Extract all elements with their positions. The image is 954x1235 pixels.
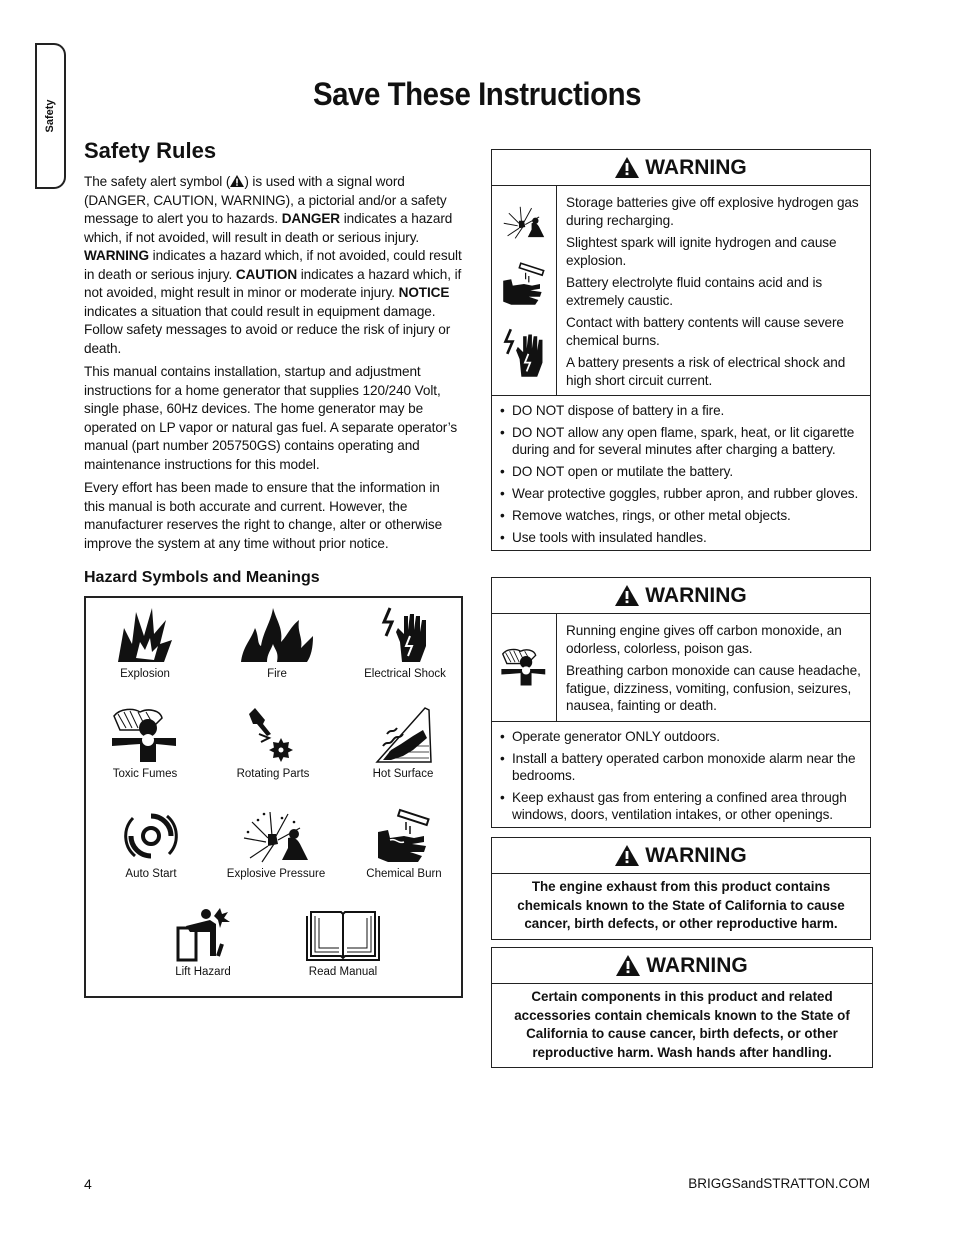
- warning-heading-text: WARNING: [645, 583, 747, 607]
- safety-alert-icon: [616, 955, 640, 976]
- warning-heading-text: WARNING: [645, 843, 747, 867]
- hazard-lift-hazard: [138, 906, 268, 978]
- accuracy-paragraph: Every effort has been made to ensure that the information in this manual is both accurate and current. However, the manufacturer reserves the right to change, alter or otherwise improve the system at any time without prior notice.: [84, 480, 443, 551]
- hazard-electrical-shock: [340, 606, 470, 680]
- list-item: • Operate generator ONLY outdoors.: [500, 728, 864, 745]
- safety-alert-icon: [615, 845, 639, 866]
- intro-text: ) is used with a signal word (DANGER, CAUTION, WARNING), a pictorial and/or a safety message to alert you to hazards.: [84, 174, 447, 226]
- list-item: • DO NOT allow any open flame, spark, heat, or lit cigarette during and for several minutes after charging a battery.: [500, 424, 864, 458]
- warning-heading-text: WARNING: [646, 953, 748, 977]
- warning-statement: Breathing carbon monoxide can cause headache, fatigue, dizziness, vomiting, confusion, seizures, nausea, fainting or death.: [566, 663, 861, 713]
- intro-text: indicates a hazard which, if not avoided, could result in death or serious injury.: [84, 248, 462, 282]
- intro-text: indicates a hazard which, if not avoided, might result in minor or moderate injury.: [84, 266, 462, 300]
- warning-text: Certain components in this product and related accessories contain chemicals known to the State of California to cause cancer, birth defects, or other reproductive harm. Wash hands after handling.: [514, 989, 850, 1060]
- warning-statement: Running engine gives off carbon monoxide, an odorless, colorless, poison gas.: [566, 623, 842, 656]
- explosion-icon: [114, 606, 176, 664]
- lift-hazard-icon: [174, 906, 232, 962]
- warning-heading: [492, 150, 870, 186]
- hazard-toxic-fumes: [80, 706, 210, 780]
- electrical-shock-icon: [380, 606, 430, 664]
- list-item: • Use tools with insulated handles.: [500, 529, 864, 546]
- warning-box-battery: [491, 149, 871, 551]
- warning-statement: Slightest spark will ignite hydrogen and cause explosion.: [566, 235, 837, 268]
- warning-text: The engine exhaust from this product contains chemicals known to the State of California to cause cancer, birth defects, or other reproductive harm.: [517, 879, 845, 931]
- warning-box-component-chemicals: [491, 947, 873, 1068]
- left-column: [84, 138, 464, 998]
- list-item: • DO NOT dispose of battery in a fire.: [500, 402, 864, 419]
- hazard-label: Fire: [267, 668, 287, 680]
- warning-heading: [492, 838, 870, 874]
- chemical-burn-icon: [500, 261, 548, 307]
- intro-text: The safety alert symbol (: [84, 174, 231, 189]
- electrical-shock-icon: [502, 326, 546, 380]
- list-item: • DO NOT open or mutilate the battery.: [500, 463, 864, 480]
- website-footer: BRIGGSandSTRATTON.COM: [688, 1176, 870, 1191]
- hazard-auto-start: [86, 808, 216, 880]
- signal-word-caution: CAUTION: [235, 266, 298, 282]
- warning-statement: A battery presents a risk of electrical shock and high short circuit current.: [566, 355, 846, 388]
- warning-hazard-row: [492, 614, 870, 722]
- hazard-explosion: [80, 606, 210, 680]
- list-item: • Keep exhaust gas from entering a confined area through windows, doors, ventilation intakes, or other openings.: [500, 789, 864, 823]
- hazard-symbols-box: [84, 596, 463, 998]
- warning-icon-column: [492, 614, 557, 721]
- side-tab-label: Safety: [43, 99, 56, 133]
- hazard-symbols-title: Hazard Symbols and Meanings: [84, 569, 320, 586]
- explosive-pressure-icon: [238, 808, 314, 864]
- warning-box-exhaust-chemicals: [491, 837, 871, 940]
- hazard-label: Electrical Shock: [364, 668, 446, 680]
- side-tab-safety: [35, 43, 66, 189]
- hazard-rotating-parts: [208, 706, 338, 780]
- hazard-chemical-burn: [339, 808, 469, 880]
- intro-text: indicates a situation that could result in equipment damage. Follow safety messages to avoid or reduce the risk of injury or death.: [84, 303, 451, 356]
- page-title: Save These Instructions: [312, 76, 642, 112]
- warning-statement: Contact with battery contents will cause severe chemical burns.: [566, 315, 844, 348]
- rotating-parts-icon: [243, 706, 303, 764]
- warning-heading: [492, 578, 870, 614]
- warning-heading-text: WARNING: [645, 155, 747, 179]
- hazard-label: Auto Start: [125, 868, 177, 880]
- hazard-label: Read Manual: [308, 966, 378, 978]
- hazard-fire: [212, 606, 342, 680]
- read-manual-icon: [305, 906, 381, 962]
- auto-start-icon: [123, 808, 179, 864]
- hazard-label: Hot Surface: [372, 768, 434, 780]
- safety-alert-icon: [615, 157, 639, 178]
- warning-box-carbon-monoxide: [491, 577, 871, 828]
- hazard-label: Explosive Pressure: [226, 868, 326, 880]
- signal-word-notice: NOTICE: [398, 285, 450, 300]
- chemical-burn-icon: [374, 808, 434, 864]
- toxic-fumes-icon: [110, 706, 180, 764]
- section-title: Safety Rules: [84, 138, 217, 163]
- page-number: 4: [84, 1176, 92, 1192]
- hazard-label: Rotating Parts: [236, 768, 310, 780]
- signal-word-warning: WARNING: [84, 248, 149, 263]
- warning-icon-column: [492, 186, 557, 395]
- warning-bullet-list: [492, 396, 870, 550]
- intro-text: indicates a hazard which, if not avoided, will result in death or serious injury.: [84, 211, 453, 245]
- list-item: • Remove watches, rings, or other metal objects.: [500, 507, 864, 524]
- warning-bullet-list: [492, 722, 870, 827]
- hazard-label: Explosion: [120, 668, 170, 680]
- warning-heading: [492, 948, 872, 984]
- safety-alert-icon: [230, 175, 244, 187]
- hot-surface-icon: [373, 706, 433, 764]
- list-item: • Wear protective goggles, rubber apron, and rubber gloves.: [500, 485, 864, 502]
- warning-hazard-row: [492, 186, 870, 396]
- hazard-explosive-pressure: [211, 808, 341, 880]
- hazard-read-manual: [278, 906, 408, 978]
- list-item: • Install a battery operated carbon monoxide alarm near the bedrooms.: [500, 750, 864, 784]
- fire-icon: [237, 606, 317, 664]
- warning-statement: Battery electrolyte fluid contains acid and is extremely caustic.: [566, 275, 823, 308]
- hazard-hot-surface: [338, 706, 468, 780]
- hazard-label: Chemical Burn: [366, 868, 442, 880]
- hazard-label: Toxic Fumes: [112, 768, 178, 780]
- safety-alert-icon: [615, 585, 639, 606]
- intro-paragraph: [84, 173, 464, 358]
- warning-statements: [557, 614, 870, 721]
- manual-paragraph: This manual contains installation, startup and adjustment instructions for a home generator that supplies 120/240 Volt, single phase, 60Hz devices. The home generator may be operated on LP vapor or natural gas fuel. A separate operator’s manual (part number 205750GS) contains operating and maintenance instructions for this model.: [84, 364, 458, 472]
- toxic-fumes-icon: [500, 646, 548, 688]
- signal-word-danger: DANGER: [281, 211, 341, 226]
- warning-statement: Storage batteries give off explosive hydrogen gas during recharging.: [566, 195, 859, 228]
- hazard-label: Lift Hazard: [175, 966, 231, 978]
- explosive-pressure-icon: [500, 202, 548, 242]
- warning-statements: [557, 186, 870, 395]
